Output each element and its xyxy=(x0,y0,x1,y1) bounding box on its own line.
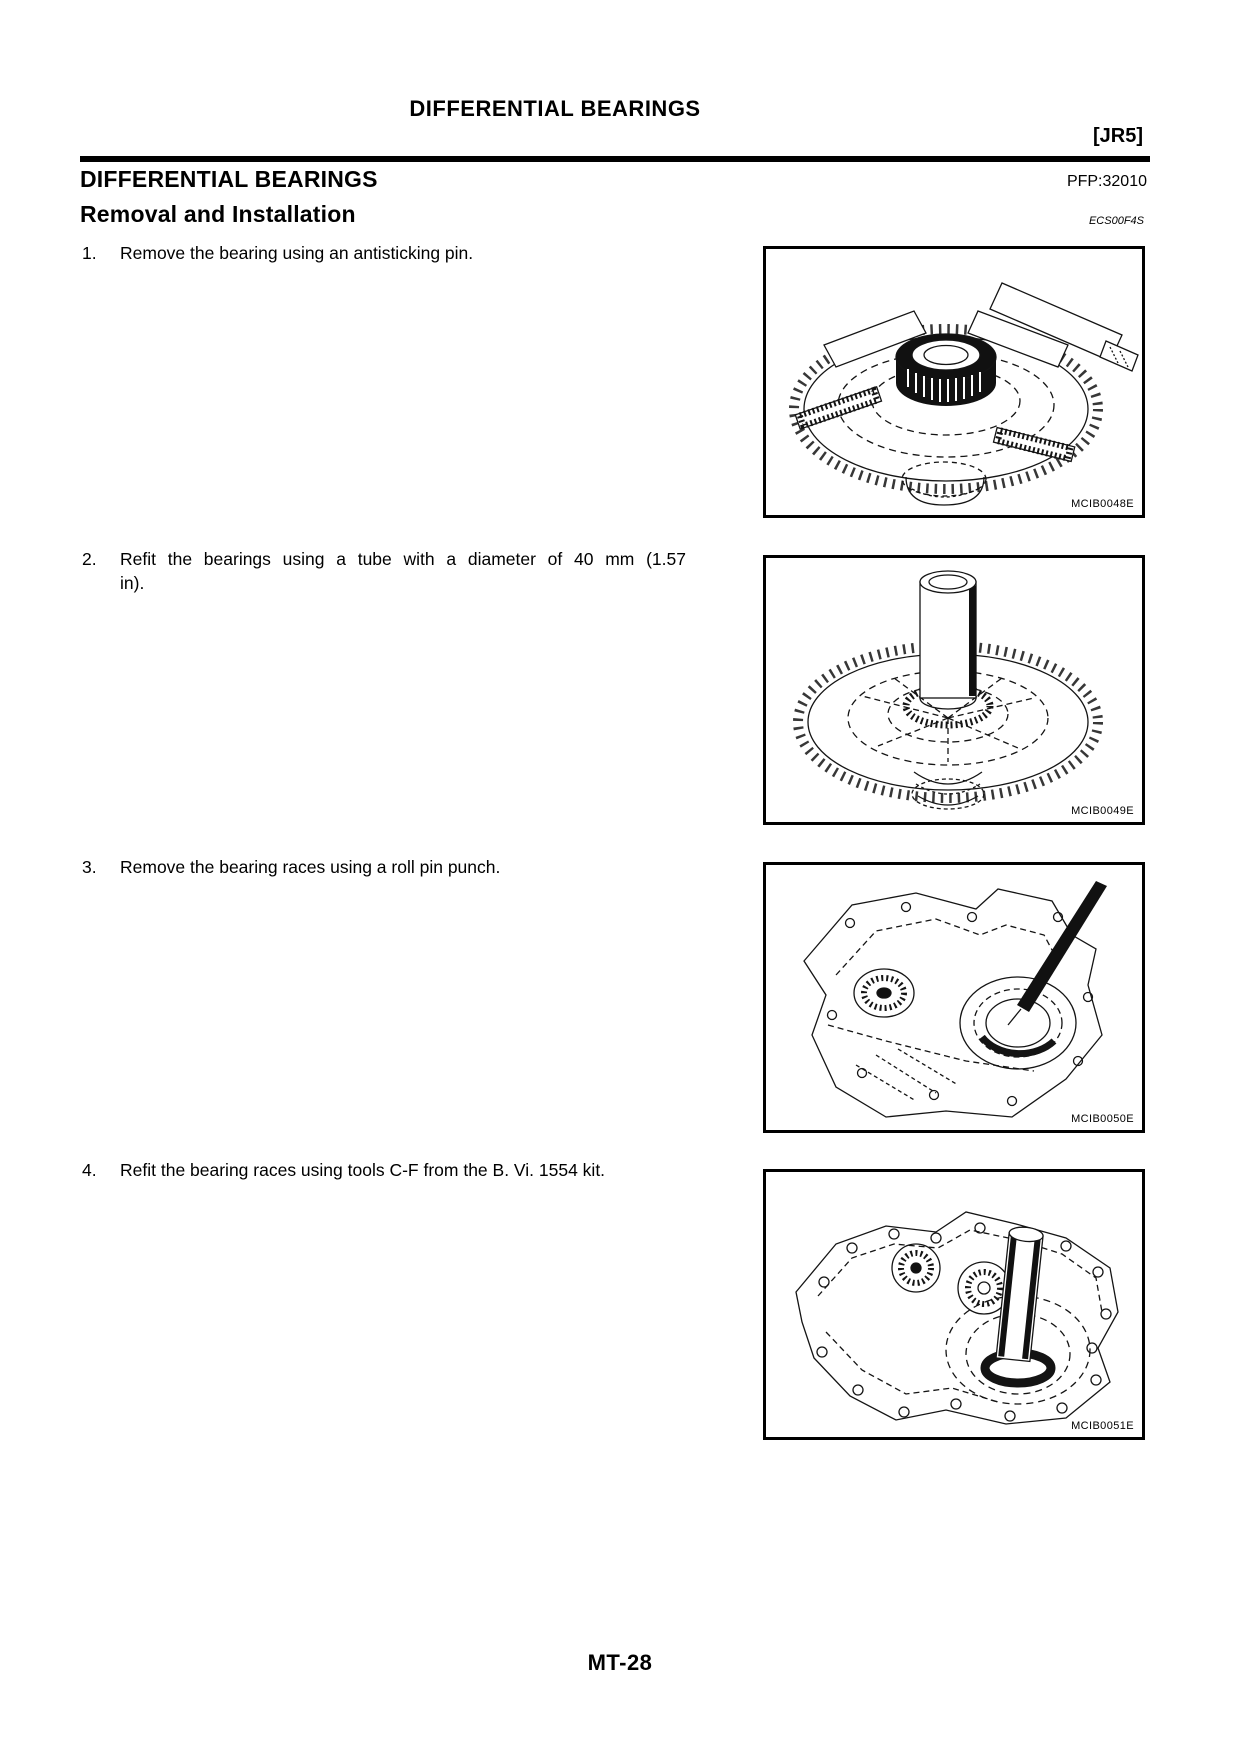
figure-1-code: MCIB0048E xyxy=(1068,498,1134,510)
gear-with-tube-drawing xyxy=(766,558,1142,822)
step-4-text xyxy=(120,1158,686,1182)
step-4-number: 4. xyxy=(82,1160,97,1180)
step-2-line-1: Refit the bearings using a tube with a diameter of 40 mm (1.57 xyxy=(120,549,686,569)
figure-4-code: MCIB0051E xyxy=(1068,1420,1134,1432)
step-2-number: 2. xyxy=(82,549,97,569)
model-code: [JR5] xyxy=(1092,125,1143,147)
step-3-line: Remove the bearing races using a roll pin punch. xyxy=(120,857,501,877)
subsection-title: Removal and Installation xyxy=(80,201,356,227)
figure-3-box xyxy=(763,862,1145,1133)
step-4-line: Refit the bearing races using tools C-F from the B. Vi. 1554 kit. xyxy=(120,1160,606,1180)
step-2-text xyxy=(120,547,686,595)
figure-3-code: MCIB0050E xyxy=(1068,1113,1134,1125)
step-1-number: 1. xyxy=(82,243,97,263)
pfp-code: PFP:32010 xyxy=(1066,173,1147,190)
step-3-number: 3. xyxy=(82,857,97,877)
figure-2-box xyxy=(763,555,1145,825)
step-3-text xyxy=(120,855,686,879)
revision-code: ECS00F4S xyxy=(1088,215,1144,227)
step-1-text xyxy=(120,241,686,265)
header-rule xyxy=(80,156,1150,162)
step-2-line-2: in). xyxy=(120,573,145,593)
figure-4-box xyxy=(763,1169,1145,1440)
figure-2-code: MCIB0049E xyxy=(1068,805,1134,817)
figure-1-box xyxy=(763,246,1145,518)
case-bearing-race-tool-drawing xyxy=(766,1172,1142,1437)
page-title: DIFFERENTIAL BEARINGS xyxy=(409,96,701,121)
bearing-puller-drawing xyxy=(766,249,1142,515)
housing-roll-pin-punch-drawing xyxy=(766,865,1142,1130)
step-1-line: Remove the bearing using an antisticking pin. xyxy=(120,243,474,263)
page-number: MT-28 xyxy=(587,1650,653,1675)
section-title: DIFFERENTIAL BEARINGS xyxy=(80,166,378,192)
